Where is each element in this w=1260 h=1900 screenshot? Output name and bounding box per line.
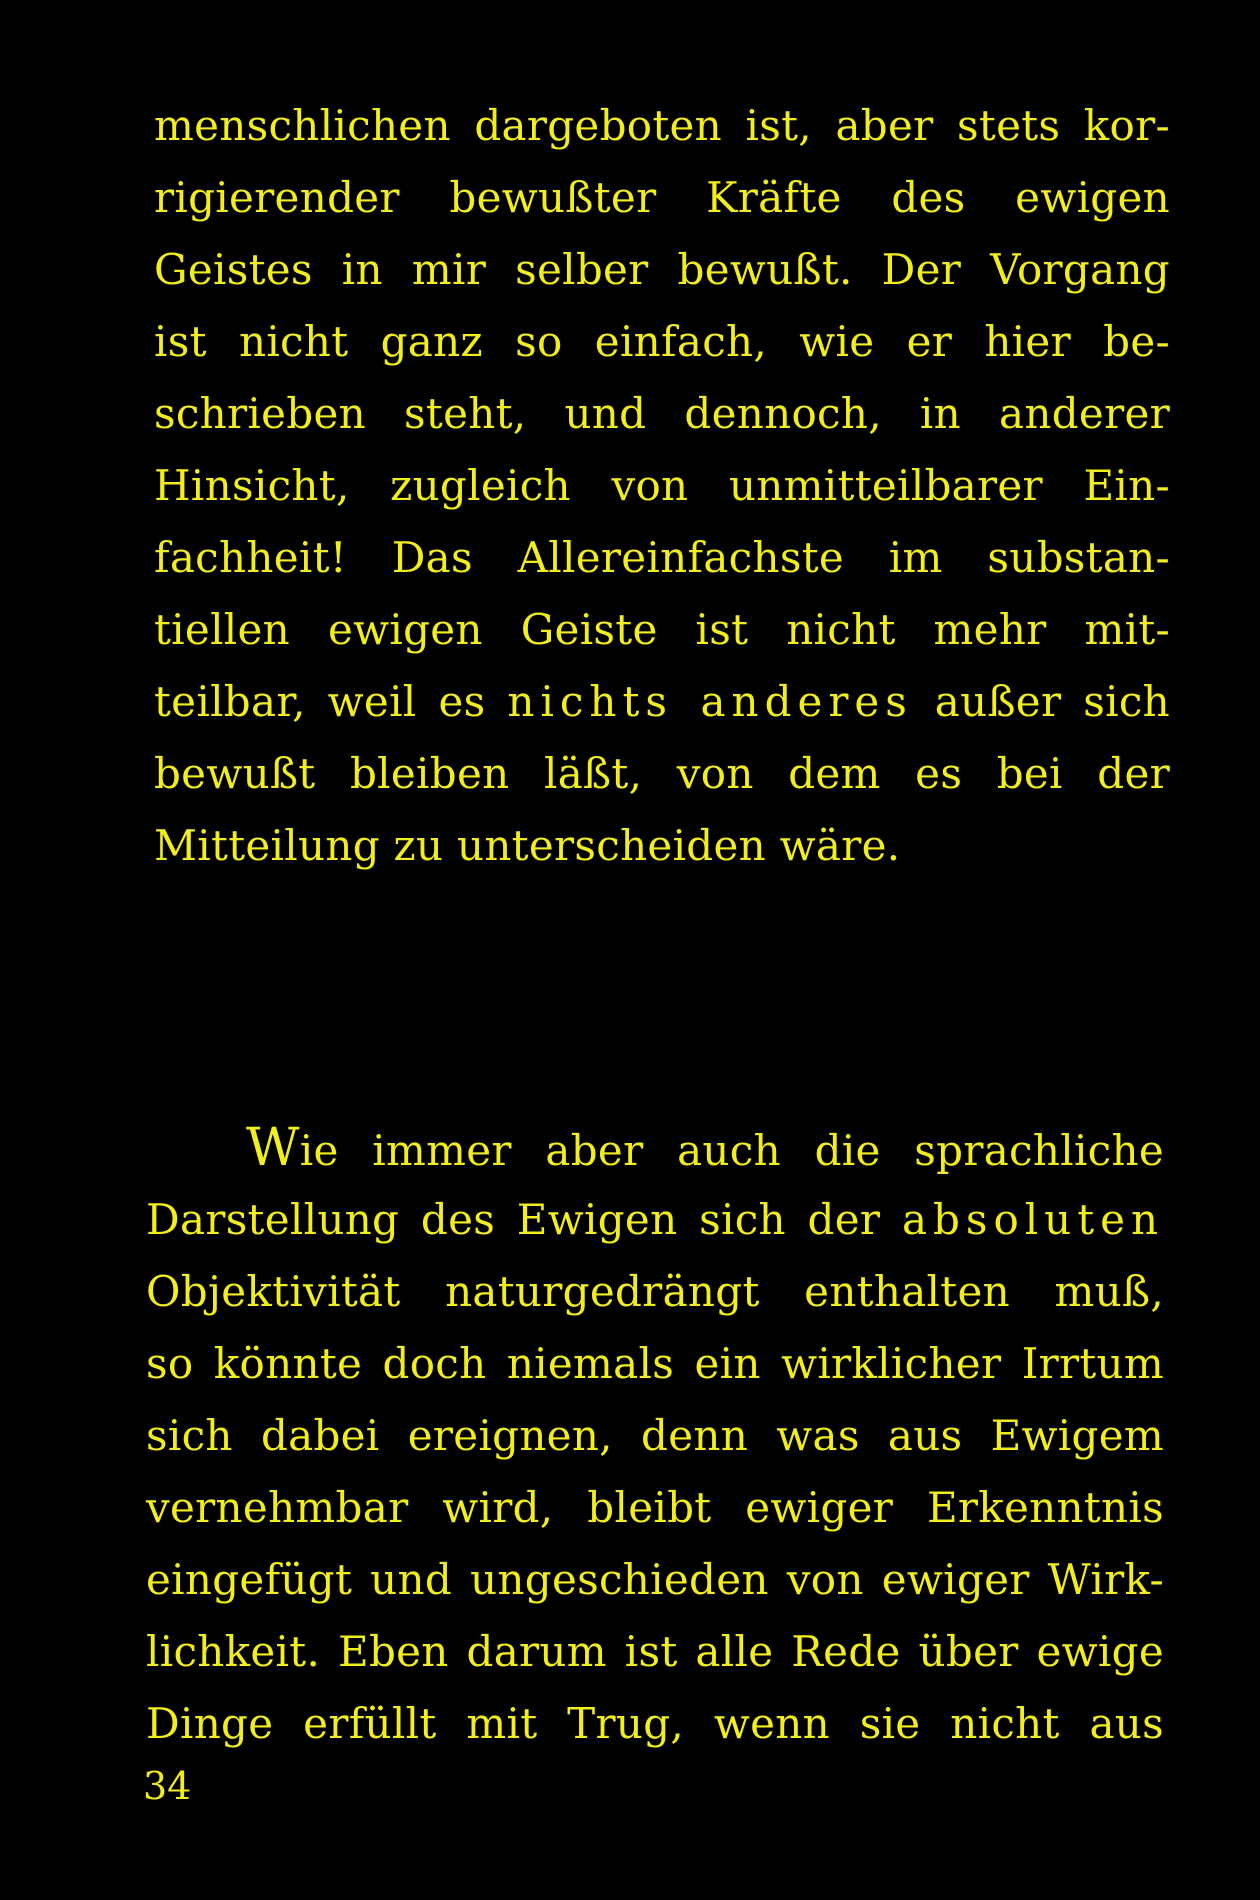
text-line: menschlichen dargeboten ist, aber stets kor- [154, 101, 1170, 150]
text-segment: Darstellung des Ewigen sich der [146, 1195, 902, 1244]
text-segment: ie immer aber auch die sprachliche [299, 1126, 1164, 1175]
text-line: Objektivität naturgedrängt enthalten muß, [146, 1267, 1164, 1316]
emphasized-text: nichts anderes [507, 677, 913, 726]
text-line: so könnte doch niemals ein wirklicher Irrtum [146, 1339, 1164, 1388]
text-line: Mitteilung zu unterscheiden wäre. [154, 821, 901, 870]
initial-letter: W [246, 1118, 300, 1178]
text-line: eingefügt und ungeschieden von ewiger Wirk- [146, 1555, 1164, 1604]
emphasized-text: absoluten [901, 1195, 1164, 1244]
text-line: fachheit! Das Allereinfachste im substan- [154, 533, 1170, 582]
text-line: Hinsicht, zugleich von unmitteilbarer Ein- [154, 461, 1170, 510]
text-line: bewußt bleiben läßt, von dem es bei der [154, 749, 1170, 798]
text-line: Geistes in mir selber bewußt. Der Vorgang [154, 245, 1170, 294]
text-line: vernehmbar wird, bleibt ewiger Erkenntnis [146, 1483, 1164, 1532]
text-segment: teilbar, weil es [154, 677, 508, 726]
page-number: 34 [143, 1764, 192, 1808]
text-line: ist nicht ganz so einfach, wie er hier be- [154, 317, 1170, 366]
text-line: tiellen ewigen Geiste ist nicht mehr mit- [154, 605, 1170, 654]
text-line [154, 678, 1170, 726]
text-line: Dinge erfüllt mit Trug, wenn sie nicht aus [146, 1699, 1164, 1748]
text-line: lichkeit. Eben darum ist alle Rede über ewige [146, 1627, 1164, 1676]
text-line: rigierender bewußter Kräfte des ewigen [154, 173, 1170, 222]
text-line [246, 1118, 1164, 1178]
text-line: sich dabei ereignen, denn was aus Ewigem [146, 1411, 1164, 1460]
text-line [146, 1196, 1164, 1244]
text-segment: außer sich [912, 677, 1171, 726]
text-line: schrieben steht, und dennoch, in anderer [154, 389, 1170, 438]
